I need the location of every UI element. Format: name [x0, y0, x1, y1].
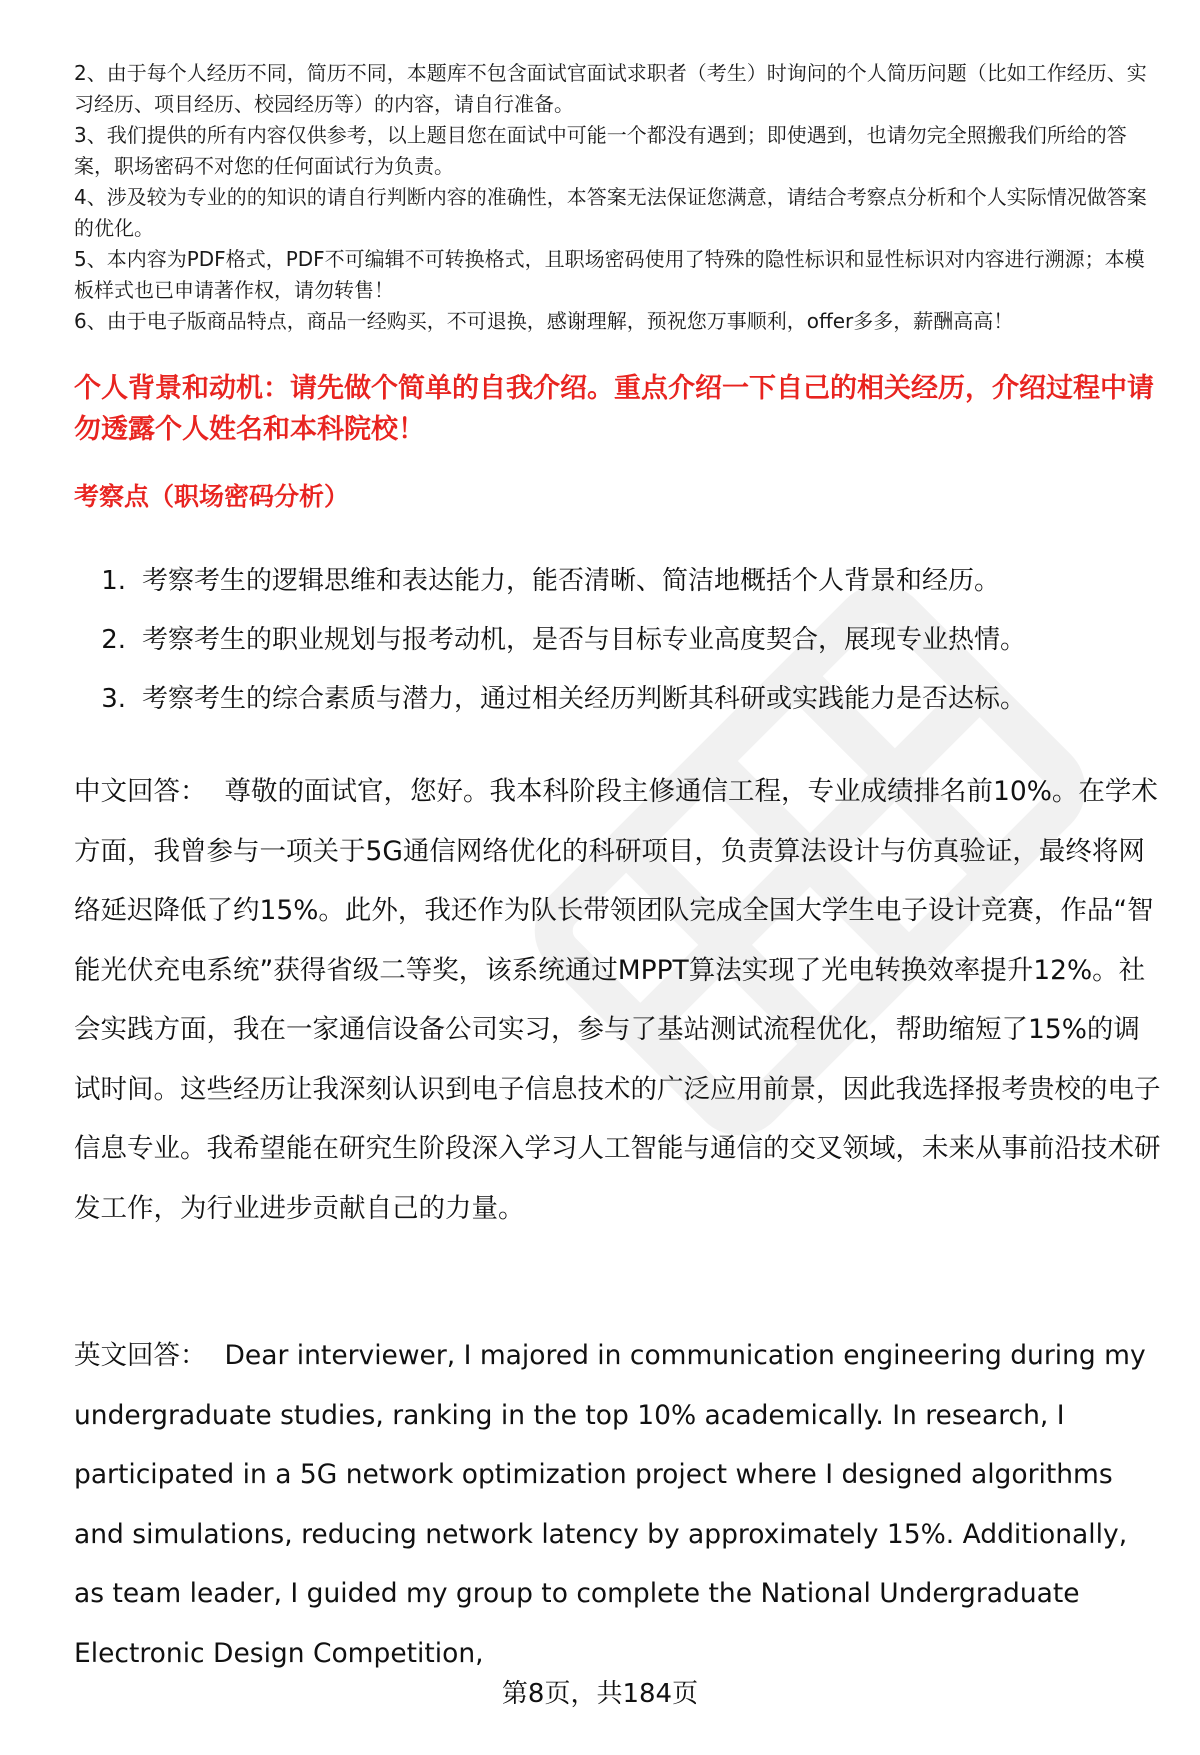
chinese-answer-text: 尊敬的面试官，您好。我本科阶段主修通信工程，专业成绩排名前10%。在学术方面，我曾参与一项关于5G通信网络优化的科研项目，负责算法设计与仿真验证，最终将网络延迟降低了约15%。此外，我还作为队长带领团队完成全国大学生电子设计竞赛，作品“智能光伏充电系统”获得省级二等奖，该系统通过MPPT算法实现了光电转换效率提升12%。社会实践方面，我在一家通信设备公司实习，参与了基站测试流程优化，帮助缩短了15%的调试时间。这些经历让我深刻认识到电子信息技术的广泛应用前景，因此我选择报考贵校的电子信息专业。我希望能在研究生阶段深入学习人工智能与通信的交叉领域，未来从事前沿技术研发工作，为行业进步贡献自己的力量。	[74, 776, 1161, 1224]
point-text: 考察考生的综合素质与潜力，通过相关经历判断其科研或实践能力是否达标。	[142, 684, 1027, 714]
english-answer-label: 英文回答：	[74, 1340, 207, 1371]
assessment-point	[74, 552, 1184, 611]
question-heading: 个人背景和动机：请先做个简单的自我介绍。重点介绍一下自己的相关经历，介绍过程中请勿透露个人姓名和本科院校！	[74, 373, 1154, 445]
notes-section	[74, 58, 1164, 337]
point-text: 考察考生的逻辑思维和表达能力，能否清晰、简洁地概括个人背景和经历。	[142, 566, 1001, 596]
point-number: 3.	[101, 684, 126, 714]
note-item: 2、由于每个人经历不同，简历不同，本题库不包含面试官面试求职者（考生）时询问的个人简历问题（比如工作经历、实习经历、项目经历、校园经历等）的内容，请自行准备。	[74, 61, 1147, 116]
page-number-footer: 第8页，共184页	[501, 1679, 699, 1709]
english-answer	[74, 1326, 1164, 1683]
chinese-answer	[74, 762, 1164, 1238]
note-item: 4、涉及较为专业的的知识的请自行判断内容的准确性，本答案无法保证您满意，请结合考察点分析和个人实际情况做答案的优化。	[74, 185, 1147, 240]
point-number: 1.	[101, 566, 126, 596]
note-item: 6、由于电子版商品特点，商品一经购买，不可退换，感谢理解，预祝您万事顺利，offer多多，薪酬高高！	[74, 309, 1014, 333]
note-item: 5、本内容为PDF格式，PDF不可编辑不可转换格式，且职场密码使用了特殊的隐性标识和显性标识对内容进行溯源；本模板样式也已申请著作权，请勿转售！	[74, 247, 1145, 302]
assessment-point	[74, 611, 1184, 670]
point-text: 考察考生的职业规划与报考动机，是否与目标专业高度契合，展现专业热情。	[142, 625, 1027, 655]
chinese-answer-label: 中文回答：	[74, 776, 207, 807]
assessment-heading: 考察点（职场密码分析）	[74, 482, 350, 511]
assessment-points-list	[74, 552, 1184, 729]
assessment-point	[74, 670, 1184, 729]
point-number: 2.	[101, 625, 126, 655]
note-item: 3、我们提供的所有内容仅供参考，以上题目您在面试中可能一个都没有遇到；即使遇到，也请勿完全照搬我们所给的答案，职场密码不对您的任何面试行为负责。	[74, 123, 1127, 178]
english-answer-text: Dear interviewer, I majored in communication engineering during my undergraduate studies, ranking in the top 10% academically. In research, I participated in a 5G network optimization project where I designed algorithms and simulations, reducing network latency by approximately 15%. Additionally, as team leader, I guided my group to complete the National Undergraduate Electronic Design Competition,	[74, 1340, 1146, 1669]
